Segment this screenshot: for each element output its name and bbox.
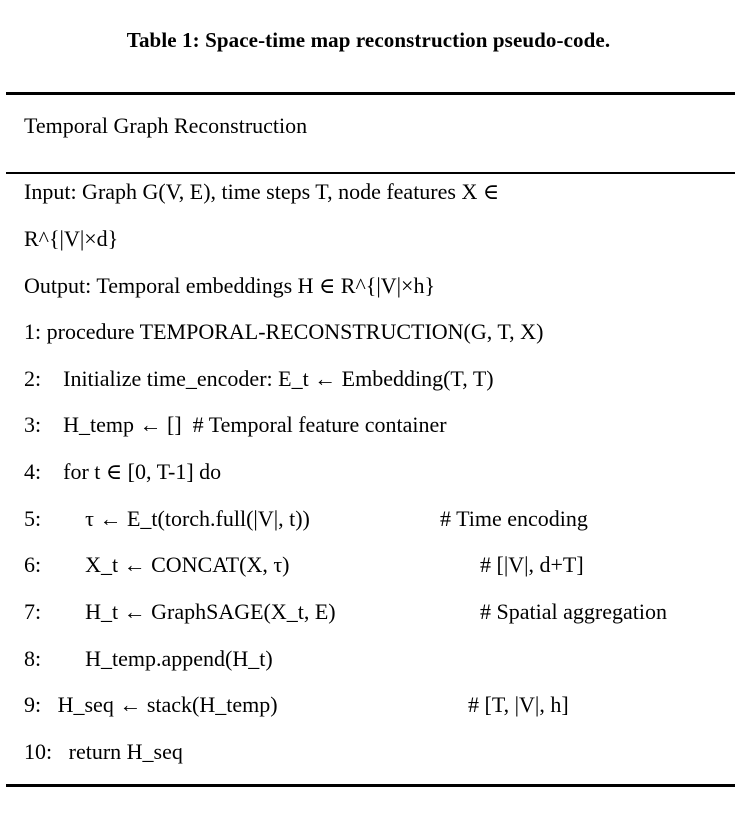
code-line-step-10 bbox=[0, 739, 737, 769]
header-rule bbox=[6, 172, 735, 174]
code-text: 1: procedure TEMPORAL-RECONSTRUCTION(G, T, X) bbox=[24, 319, 544, 344]
code-line-step-1 bbox=[0, 319, 737, 349]
code-text: 4: for t ∈ [0, T-1] do bbox=[24, 459, 222, 484]
code-line-step-5 bbox=[0, 506, 737, 536]
code-text: 8: H_temp.append(H_t) bbox=[24, 646, 273, 671]
code-text: R^{|V|×d} bbox=[24, 226, 119, 251]
code-line-step-2 bbox=[0, 366, 737, 396]
code-comment: # Time encoding bbox=[440, 506, 588, 531]
code-text: 10: return H_seq bbox=[24, 739, 183, 764]
code-text: 5: τ ← E_t(torch.full(|V|, t)) bbox=[24, 506, 310, 531]
code-text: Output: Temporal embeddings H ∈ R^{|V|×h} bbox=[24, 273, 436, 298]
code-text: 3: H_temp ← [] # Temporal feature container bbox=[24, 412, 447, 437]
bottom-rule bbox=[6, 784, 735, 787]
code-text: Input: Graph G(V, E), time steps T, node features X ∈ bbox=[24, 179, 500, 204]
code-line-output bbox=[0, 273, 737, 303]
code-line-input-2 bbox=[0, 226, 737, 256]
code-line-step-6 bbox=[0, 552, 737, 582]
code-line-step-3 bbox=[0, 412, 737, 442]
table-header: Temporal Graph Reconstruction bbox=[24, 113, 308, 138]
code-text: 7: H_t ← GraphSAGE(X_t, E) bbox=[24, 599, 336, 624]
code-comment: # [T, |V|, h] bbox=[468, 692, 569, 717]
code-line-step-7 bbox=[0, 599, 737, 629]
table-caption: Table 1: Space-time map reconstruction pseudo-code. bbox=[126, 28, 611, 52]
code-text: 2: Initialize time_encoder: E_t ← Embedding(T, T) bbox=[24, 366, 494, 391]
code-line-step-8 bbox=[0, 646, 737, 676]
code-line-input-1 bbox=[0, 179, 737, 209]
code-comment: # Spatial aggregation bbox=[480, 599, 667, 624]
code-line-step-4 bbox=[0, 459, 737, 489]
code-comment: # [|V|, d+T] bbox=[480, 552, 584, 577]
top-rule bbox=[6, 92, 735, 95]
code-text: 6: X_t ← CONCAT(X, τ) bbox=[24, 552, 290, 577]
code-text: 9: H_seq ← stack(H_temp) bbox=[24, 692, 278, 717]
code-line-step-9 bbox=[0, 692, 737, 722]
